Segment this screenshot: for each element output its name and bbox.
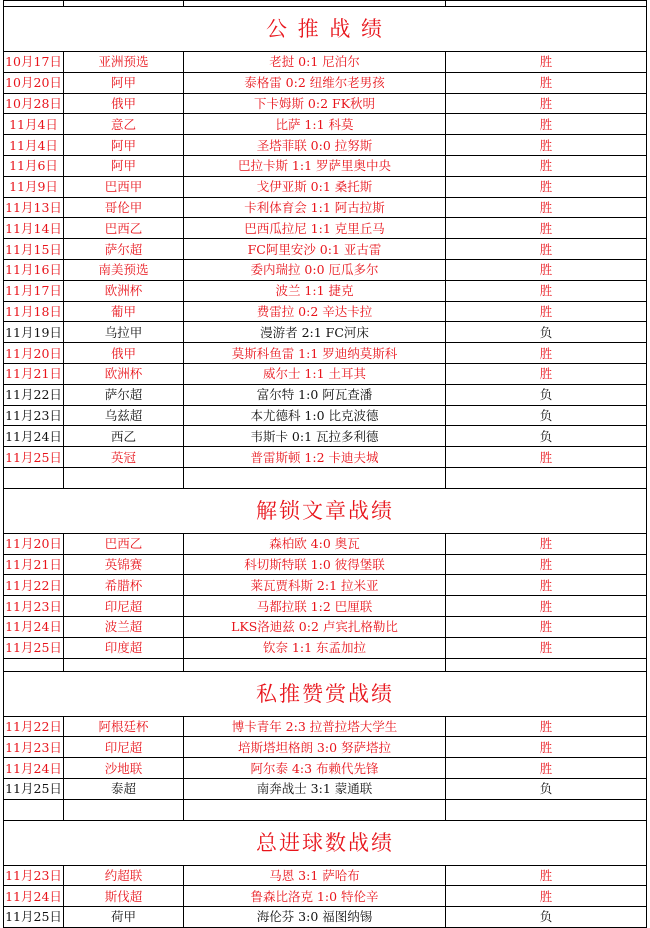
result-row [4, 155, 647, 176]
league-cell: 巴西甲 [64, 176, 184, 197]
date-cell: 11月23日 [4, 865, 64, 886]
empty-cell [184, 467, 446, 488]
match-cell: 圣塔菲联 0:0 拉努斯 [184, 135, 446, 156]
result-cell: 胜 [446, 637, 647, 658]
date-cell: 11月13日 [4, 197, 64, 218]
result-row [4, 447, 647, 468]
league-cell: 泰超 [64, 778, 184, 799]
result-row [4, 239, 647, 260]
match-cell: 博卡青年 2:3 拉普拉塔大学生 [184, 716, 446, 737]
result-cell: 胜 [446, 447, 647, 468]
result-row [4, 176, 647, 197]
match-cell: 普雷斯顿 1:2 卡迪夫城 [184, 447, 446, 468]
spacer-row [4, 467, 647, 488]
match-cell: 巴拉卡斯 1:1 罗萨里奥中央 [184, 155, 446, 176]
date-cell: 11月20日 [4, 533, 64, 554]
result-row [4, 865, 647, 886]
result-cell: 胜 [446, 737, 647, 758]
match-cell: 比萨 1:1 科莫 [184, 114, 446, 135]
match-cell: 本尤德科 1:0 比克波德 [184, 405, 446, 426]
league-cell: 英锦赛 [64, 554, 184, 575]
league-cell: 约超联 [64, 865, 184, 886]
result-cell: 胜 [446, 93, 647, 114]
league-cell: 希腊杯 [64, 575, 184, 596]
date-cell: 11月22日 [4, 575, 64, 596]
date-cell: 11月16日 [4, 259, 64, 280]
result-row [4, 218, 647, 239]
result-cell: 胜 [446, 758, 647, 779]
match-cell: 马恩 3:1 萨哈布 [184, 865, 446, 886]
result-cell: 胜 [446, 155, 647, 176]
empty-cell [446, 658, 647, 671]
date-cell: 11月17日 [4, 280, 64, 301]
date-cell: 11月24日 [4, 758, 64, 779]
date-cell: 11月24日 [4, 886, 64, 907]
match-cell: 南奔战士 3:1 蒙通联 [184, 778, 446, 799]
date-cell: 11月9日 [4, 176, 64, 197]
result-cell: 负 [446, 426, 647, 447]
match-cell: 钦奈 1:1 东孟加拉 [184, 637, 446, 658]
league-cell: 欧洲杯 [64, 280, 184, 301]
result-cell: 负 [446, 907, 647, 928]
league-cell: 印尼超 [64, 596, 184, 617]
result-cell: 胜 [446, 716, 647, 737]
date-cell: 11月23日 [4, 596, 64, 617]
match-cell: 海伦芬 3:0 福图纳锡 [184, 907, 446, 928]
result-cell: 负 [446, 405, 647, 426]
league-cell: 哥伦甲 [64, 197, 184, 218]
league-cell: 阿甲 [64, 72, 184, 93]
league-cell: 乌兹超 [64, 405, 184, 426]
result-cell: 胜 [446, 197, 647, 218]
empty-cell [4, 658, 64, 671]
result-row [4, 197, 647, 218]
league-cell: 亚洲预选 [64, 52, 184, 73]
date-cell: 11月14日 [4, 218, 64, 239]
league-cell: 俄甲 [64, 343, 184, 364]
date-cell: 11月6日 [4, 155, 64, 176]
date-cell: 11月23日 [4, 737, 64, 758]
section-title-row [4, 671, 647, 716]
date-cell: 11月25日 [4, 637, 64, 658]
result-row [4, 616, 647, 637]
league-cell: 萨尔超 [64, 239, 184, 260]
empty-cell [4, 799, 64, 820]
match-cell: 卡利体育会 1:1 阿古拉斯 [184, 197, 446, 218]
results-sheet [3, 0, 647, 928]
league-cell: 意乙 [64, 114, 184, 135]
result-cell: 胜 [446, 886, 647, 907]
result-cell: 负 [446, 322, 647, 343]
result-row [4, 259, 647, 280]
date-cell: 11月22日 [4, 384, 64, 405]
league-cell: 波兰超 [64, 616, 184, 637]
match-cell: 富尔特 1:0 阿瓦查潘 [184, 384, 446, 405]
match-cell: 漫游者 2:1 FC河床 [184, 322, 446, 343]
league-cell: 阿甲 [64, 155, 184, 176]
section-title: 总进球数战绩 [4, 820, 647, 865]
match-cell: FC阿里安沙 0:1 亚古雷 [184, 239, 446, 260]
date-cell: 11月22日 [4, 716, 64, 737]
result-cell: 胜 [446, 280, 647, 301]
match-cell: 科切斯特联 1:0 彼得堡联 [184, 554, 446, 575]
empty-cell [184, 658, 446, 671]
match-cell: 巴西瓜拉尼 1:1 克里丘马 [184, 218, 446, 239]
league-cell: 印尼超 [64, 737, 184, 758]
result-row [4, 52, 647, 73]
result-cell: 胜 [446, 343, 647, 364]
date-cell: 10月20日 [4, 72, 64, 93]
result-cell: 胜 [446, 239, 647, 260]
result-row [4, 758, 647, 779]
section-title-row [4, 820, 647, 865]
result-row [4, 280, 647, 301]
result-row [4, 405, 647, 426]
result-cell: 胜 [446, 533, 647, 554]
result-row [4, 737, 647, 758]
section-title-row [4, 7, 647, 52]
spacer-row [4, 658, 647, 671]
date-cell: 11月18日 [4, 301, 64, 322]
date-cell: 11月4日 [4, 135, 64, 156]
result-cell: 负 [446, 384, 647, 405]
date-cell: 11月19日 [4, 322, 64, 343]
section-title: 解锁文章战绩 [4, 488, 647, 533]
date-cell: 11月21日 [4, 554, 64, 575]
match-cell: 下卡姆斯 0:2 FK秋明 [184, 93, 446, 114]
date-cell: 11月23日 [4, 405, 64, 426]
result-cell: 胜 [446, 865, 647, 886]
result-row [4, 637, 647, 658]
league-cell: 巴西乙 [64, 218, 184, 239]
match-cell: 培斯塔坦格朗 3:0 努萨塔拉 [184, 737, 446, 758]
result-row [4, 907, 647, 928]
match-cell: 费雷拉 0:2 辛达卡拉 [184, 301, 446, 322]
league-cell: 俄甲 [64, 93, 184, 114]
league-cell: 斯伐超 [64, 886, 184, 907]
league-cell: 荷甲 [64, 907, 184, 928]
match-cell: 马都拉联 1:2 巴厘联 [184, 596, 446, 617]
match-cell: LKS洛迪兹 0:2 卢宾扎格勒比 [184, 616, 446, 637]
match-cell: 威尔士 1:1 土耳其 [184, 363, 446, 384]
result-row [4, 301, 647, 322]
league-cell: 阿根廷杯 [64, 716, 184, 737]
empty-cell [184, 799, 446, 820]
league-cell: 英冠 [64, 447, 184, 468]
result-cell: 胜 [446, 135, 647, 156]
section-title-row [4, 488, 647, 533]
result-cell: 胜 [446, 259, 647, 280]
empty-cell [446, 799, 647, 820]
result-row [4, 72, 647, 93]
result-row [4, 426, 647, 447]
result-row [4, 322, 647, 343]
match-cell: 韦斯卡 0:1 瓦拉多利德 [184, 426, 446, 447]
result-row [4, 114, 647, 135]
result-cell: 胜 [446, 616, 647, 637]
result-row [4, 533, 647, 554]
league-cell: 乌拉甲 [64, 322, 184, 343]
empty-cell [446, 467, 647, 488]
result-cell: 胜 [446, 218, 647, 239]
result-cell: 胜 [446, 554, 647, 575]
spacer-row [4, 799, 647, 820]
date-cell: 10月28日 [4, 93, 64, 114]
empty-cell [64, 467, 184, 488]
date-cell: 10月17日 [4, 52, 64, 73]
date-cell: 11月20日 [4, 343, 64, 364]
result-row [4, 93, 647, 114]
section-title: 私推赞赏战绩 [4, 671, 647, 716]
league-cell: 阿甲 [64, 135, 184, 156]
results-sheet-body [4, 1, 647, 928]
result-row [4, 135, 647, 156]
league-cell: 萨尔超 [64, 384, 184, 405]
date-cell: 11月25日 [4, 907, 64, 928]
league-cell: 巴西乙 [64, 533, 184, 554]
result-cell: 胜 [446, 363, 647, 384]
result-row [4, 596, 647, 617]
date-cell: 11月15日 [4, 239, 64, 260]
result-cell: 胜 [446, 176, 647, 197]
result-row [4, 716, 647, 737]
result-row [4, 778, 647, 799]
result-cell: 胜 [446, 114, 647, 135]
section-title: 公 推 战 绩 [4, 7, 647, 52]
date-cell: 11月4日 [4, 114, 64, 135]
result-row [4, 886, 647, 907]
result-cell: 胜 [446, 52, 647, 73]
date-cell: 11月21日 [4, 363, 64, 384]
result-cell: 胜 [446, 575, 647, 596]
league-cell: 印度超 [64, 637, 184, 658]
result-row [4, 363, 647, 384]
match-cell: 委内瑞拉 0:0 厄瓜多尔 [184, 259, 446, 280]
result-row [4, 384, 647, 405]
match-cell: 莱瓦贾科斯 2:1 拉米亚 [184, 575, 446, 596]
empty-cell [4, 467, 64, 488]
match-cell: 泰格雷 0:2 纽维尔老男孩 [184, 72, 446, 93]
result-row [4, 343, 647, 364]
match-cell: 波兰 1:1 捷克 [184, 280, 446, 301]
match-cell: 戈伊亚斯 0:1 桑托斯 [184, 176, 446, 197]
date-cell: 11月25日 [4, 447, 64, 468]
match-cell: 森柏欧 4:0 奥瓦 [184, 533, 446, 554]
date-cell: 11月24日 [4, 616, 64, 637]
match-cell: 老挝 0:1 尼泊尔 [184, 52, 446, 73]
date-cell: 11月25日 [4, 778, 64, 799]
league-cell: 欧洲杯 [64, 363, 184, 384]
result-row [4, 575, 647, 596]
date-cell: 11月24日 [4, 426, 64, 447]
empty-cell [64, 658, 184, 671]
league-cell: 葡甲 [64, 301, 184, 322]
league-cell: 南美预选 [64, 259, 184, 280]
empty-cell [64, 799, 184, 820]
league-cell: 沙地联 [64, 758, 184, 779]
league-cell: 西乙 [64, 426, 184, 447]
match-cell: 莫斯科鱼雷 1:1 罗迪纳莫斯科 [184, 343, 446, 364]
result-cell: 胜 [446, 72, 647, 93]
result-row [4, 554, 647, 575]
match-cell: 阿尔泰 4:3 布赖代先锋 [184, 758, 446, 779]
result-cell: 负 [446, 778, 647, 799]
result-cell: 胜 [446, 301, 647, 322]
result-cell: 胜 [446, 596, 647, 617]
match-cell: 鲁森比洛克 1:0 特伦辛 [184, 886, 446, 907]
